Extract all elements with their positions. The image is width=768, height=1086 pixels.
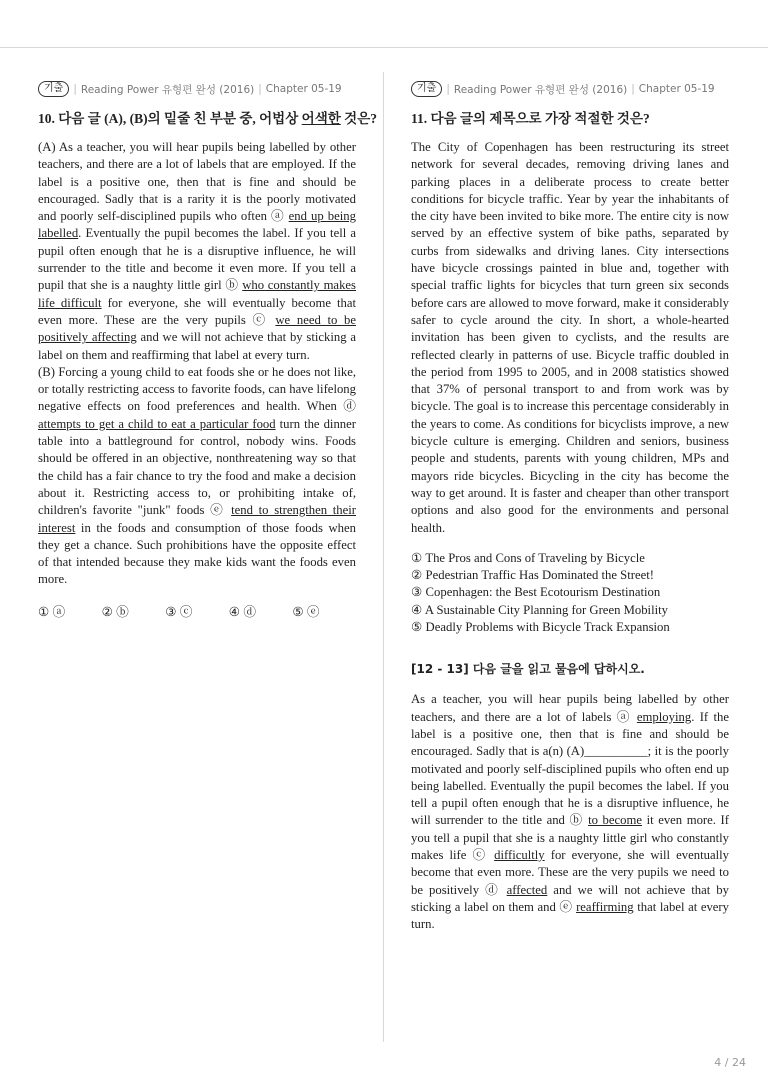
- underlined-d: affected: [506, 882, 548, 897]
- passage-copenhagen: The City of Copenhagen has been restructuring its street network for several decades, removing driving lanes and parking places in a deliberate process to create better conditions for bicycle traffic. Year by year the inhabitants of the city have been invited to bike more. The entire city is now served by an effective system of bike paths, separated by curbs from sidewalks and driving lanes. City intersections have bicycle crossings painted in blue and, together with special traffic lights for bicycles that turn green six seconds before cars are allowed to move forward, make it considerably safer to cycle around the city. In short, a whole-hearted invitation has been given to cyclists, and the results are reflected clearly in patterns of use. Bicycle traffic doubled in the period from 1995 to 2005, and in 2008 statistics showed that 37% of personal transport to and from work was by bicycle. The goal is to increase this percentage considerably in the years to come. As conditions for bicyclists improve, a new bicycle culture is emerging. Children and seniors, business people and students, parents with young children, MPs and mayors ride bicycles. Bicycling in the city has become the way to get around. It is faster and cheaper than other transport options and also good for the environments and personal health.: [411, 140, 729, 535]
- meta-separator: |: [446, 83, 450, 95]
- title-emphasis: 어색한: [301, 111, 341, 126]
- passage-text: and we will not achieve that by sticking a label on them and ⓔ: [411, 882, 729, 914]
- title-text: 10. 다음 글 (A), (B)의 밑줄 친 부분 중, 어법상: [38, 111, 302, 126]
- title-text: 것은?: [340, 111, 377, 126]
- choice-2[interactable]: ② ⓑ: [101, 604, 129, 619]
- exam-badge: 기출: [38, 81, 69, 97]
- option-2[interactable]: ② Pedestrian Traffic Has Dominated the Street!: [411, 568, 654, 583]
- choice-4[interactable]: ④ ⓓ: [228, 604, 257, 619]
- choice-5[interactable]: ⑤ ⓔ: [292, 604, 320, 619]
- header-rule: [0, 47, 768, 48]
- chapter-label: Chapter 05-19: [265, 83, 342, 95]
- underlined-a: end up being labelled: [38, 209, 356, 241]
- passage-text: and we will not achieve that by sticking a label on them and reaffirming that label at every turn.: [38, 330, 356, 362]
- passage-text: in the foods and consumption of those foods when they get a chance. Such prohibitions have the opposite effect of that intended because they make kids want the foods even more.: [38, 520, 356, 587]
- passage-text: it even more. If you tell a pupil that she is a naughty little girl who constantly makes life ⓒ: [411, 813, 729, 862]
- question-meta: [411, 80, 729, 98]
- question-title: [38, 107, 377, 127]
- passage-a: [38, 139, 356, 364]
- passage-text: . Eventually the pupil becomes the label. If you tell a pupil often enough that he is a disruptive influence, he will surrender to the title and become it even more. If you tell a pupil that she is a naughty little girl ⓑ: [38, 226, 356, 293]
- answer-options: [411, 550, 729, 636]
- passage-text: . If the label is a positive one, then that is fine and should be encouraged. Sadly that is a(n) (A)__________; it is the poorly motivated and poorly self-disciplined pupils who often end up being labelled. Eventually the pupil becomes the label. If you tell a pupil often enough that he is a disruptive influence, he will surrender to the title and ⓑ: [411, 709, 729, 828]
- underlined-c: difficultly: [494, 847, 545, 862]
- question-meta: [38, 80, 356, 98]
- underlined-d: attempts to get a child to eat a particular food: [38, 416, 276, 431]
- passage-labels: [411, 691, 729, 933]
- underlined-b: to become: [588, 813, 643, 828]
- underlined-b: who constantly makes life difficult: [38, 278, 356, 310]
- underlined-a: employing: [636, 709, 692, 724]
- meta-separator: |: [258, 83, 262, 95]
- meta-separator: |: [631, 83, 635, 95]
- passage-text: As a teacher, you will hear pupils being labelled by other teachers, and there are a lot of labels ⓐ: [411, 692, 729, 724]
- underlined-e: reaffirming: [576, 899, 634, 914]
- chapter-label: Chapter 05-19: [638, 83, 715, 95]
- passage-text: (A) As a teacher, you will hear pupils being labelled by other teachers, and there are a lot of labels that are employed. If the label is a positive one, then that is fine and should be encouraged. Sadly that is a rarity it is the poorly motivated and poorly self-disciplined pupils who often ⓐ: [38, 140, 356, 224]
- passage-text: turn the dinner table into a battleground for control, nobody wins. Foods should be offered in an objective, nonthreatening way so that the child has a fair chance to try the food and make a decision about it. Restricting access to, or prohibiting intake of, children's favorite "junk" foods ⓔ: [38, 416, 356, 518]
- meta-separator: |: [73, 83, 77, 95]
- section-title: [12 - 13] 다음 글을 읽고 물음에 답하시오.: [411, 662, 645, 677]
- exam-badge: 기출: [411, 81, 442, 97]
- source-label: Reading Power 유형편 완성 (2016): [453, 83, 628, 96]
- answer-choices: [38, 601, 356, 620]
- source-label: Reading Power 유형편 완성 (2016): [80, 83, 255, 96]
- passage-b: [38, 364, 356, 589]
- choice-3[interactable]: ③ ⓒ: [165, 604, 193, 619]
- column-divider: [383, 72, 384, 1042]
- option-1[interactable]: ① The Pros and Cons of Traveling by Bicycle: [411, 550, 645, 565]
- page-number: 4 / 24: [714, 1056, 746, 1069]
- question-11: [411, 80, 729, 933]
- passage-text: (B) Forcing a young child to eat foods she or he does not like, or totally restricting access to favorite foods, can have lifelong negative effects on food preferences and health. When ⓓ: [38, 364, 356, 414]
- underlined-e: tend to strengthen their interest: [38, 503, 356, 535]
- choice-1[interactable]: ① ⓐ: [38, 604, 66, 619]
- option-4[interactable]: ④ A Sustainable City Planning for Green Mobility: [411, 602, 669, 617]
- passage-text: for everyone, she will eventually become that even more. These are the very pupils we need to be positively ⓓ: [411, 847, 729, 897]
- option-3[interactable]: ③ Copenhagen: the Best Ecotourism Destination: [411, 585, 661, 600]
- option-5[interactable]: ⑤ Deadly Problems with Bicycle Track Expansion: [411, 620, 670, 635]
- passage-text: for everyone, she will eventually become that even more. These are the very pupils ⓒ: [38, 295, 357, 327]
- underlined-c: we need to be positively affecting: [38, 312, 356, 345]
- question-10: [38, 80, 377, 620]
- passage-text: that label at every turn.: [411, 899, 729, 932]
- question-title: 11. 다음 글의 제목으로 가장 적절한 것은?: [411, 111, 650, 126]
